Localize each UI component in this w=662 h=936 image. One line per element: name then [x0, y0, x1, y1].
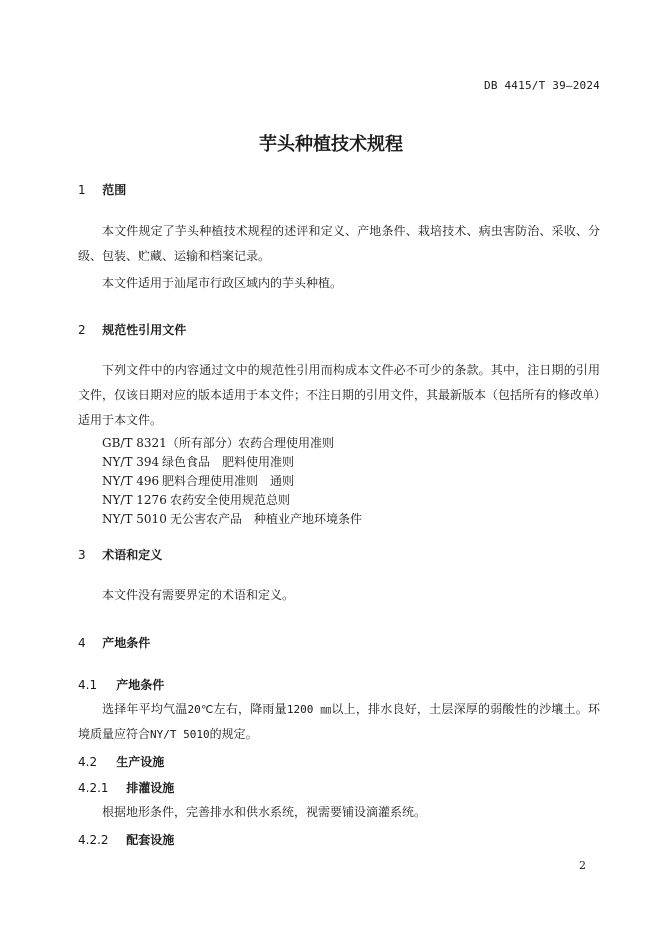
reference-code: NY/T 394: [102, 455, 160, 469]
reference-item: [102, 472, 294, 491]
reference-code: NY/T 1276: [102, 493, 167, 507]
standard-reference: NY/T 5010: [150, 728, 210, 741]
section-title: 排灌设施: [126, 781, 175, 795]
section-number: 4.2.1: [78, 781, 109, 795]
text-run: 的规定。: [209, 727, 258, 741]
reference-code: GB/T 8321（所有部分）: [102, 436, 239, 450]
section-title: 配套设施: [126, 833, 175, 847]
reference-code: NY/T 496: [102, 474, 160, 488]
section-number: 3: [78, 548, 86, 562]
section-title: 产地条件: [116, 678, 165, 692]
reference-name: 农药安全使用规范总则: [170, 493, 291, 507]
page-number: 2: [579, 859, 586, 872]
page-title: 芋头种植技术规程: [259, 134, 403, 155]
section-number: 4: [78, 636, 86, 650]
section-1-heading: [78, 181, 126, 198]
reference-name: 无公害农产品 种植业产地环境条件: [170, 512, 363, 526]
section-number: 1: [78, 183, 86, 197]
section-number: 4.2: [78, 755, 98, 769]
section-3-paragraph-1: 本文件没有需要界定的术语和定义。: [102, 588, 295, 602]
section-number: 4.2.2: [78, 833, 109, 847]
text-run: 选择年平均气温: [102, 702, 188, 716]
section-title: 规范性引用文件: [102, 323, 187, 337]
section-number: 4.1: [78, 678, 98, 692]
text-run: 以上，排水良好，土层深厚的弱酸性的沙壤土。环境质量应符合: [78, 702, 600, 741]
section-title: 产地条件: [102, 636, 151, 650]
reference-name: 肥料合理使用准则 通则: [162, 474, 295, 488]
reference-item: [102, 434, 334, 453]
text-run: 左右，降雨量: [213, 702, 287, 716]
document-id: DB 4415/T 39—2024: [484, 79, 600, 92]
section-4-1-heading: [78, 676, 164, 693]
section-4-2-1-heading: [78, 779, 174, 796]
reference-code: NY/T 5010: [102, 512, 167, 526]
reference-name: 农药合理使用准则: [238, 436, 335, 450]
reference-item: [102, 453, 294, 472]
section-title: 生产设施: [116, 755, 165, 769]
section-4-heading: [78, 634, 150, 651]
section-title: 范围: [102, 183, 127, 197]
section-4-1-paragraph: [78, 697, 600, 747]
section-1-paragraph-2: 本文件适用于汕尾市行政区域内的芋头种植。: [102, 276, 343, 290]
section-4-2-2-heading: [78, 831, 174, 848]
reference-item: [102, 510, 362, 529]
section-2-heading: [78, 321, 186, 338]
section-4-2-heading: [78, 753, 164, 770]
section-title: 术语和定义: [102, 548, 163, 562]
reference-name: 绿色食品 肥料使用准则: [162, 455, 295, 469]
section-number: 2: [78, 323, 86, 337]
reference-item: [102, 491, 290, 510]
section-2-paragraph-1: 下列文件中的内容通过文中的规范性引用而构成本文件必不可少的条款。其中，注日期的引用文件，仅该日期对应的版本适用于本文件；不注日期的引用文件，其最新版本（包括所有的修改单）适用于本文件。: [78, 363, 601, 427]
section-1-paragraph-1: 本文件规定了芋头种植技术规程的述评和定义、产地条件、栽培技术、病虫害防治、采收、分级、包装、贮藏、运输和档案记录。: [78, 224, 600, 263]
rainfall-value: 1200 ㎜: [286, 703, 332, 716]
section-4-2-1-paragraph: 根据地形条件，完善排水和供水系统，视需要铺设滴灌系统。: [102, 805, 427, 819]
temperature-value: 20℃: [187, 703, 214, 716]
section-3-heading: [78, 546, 162, 563]
